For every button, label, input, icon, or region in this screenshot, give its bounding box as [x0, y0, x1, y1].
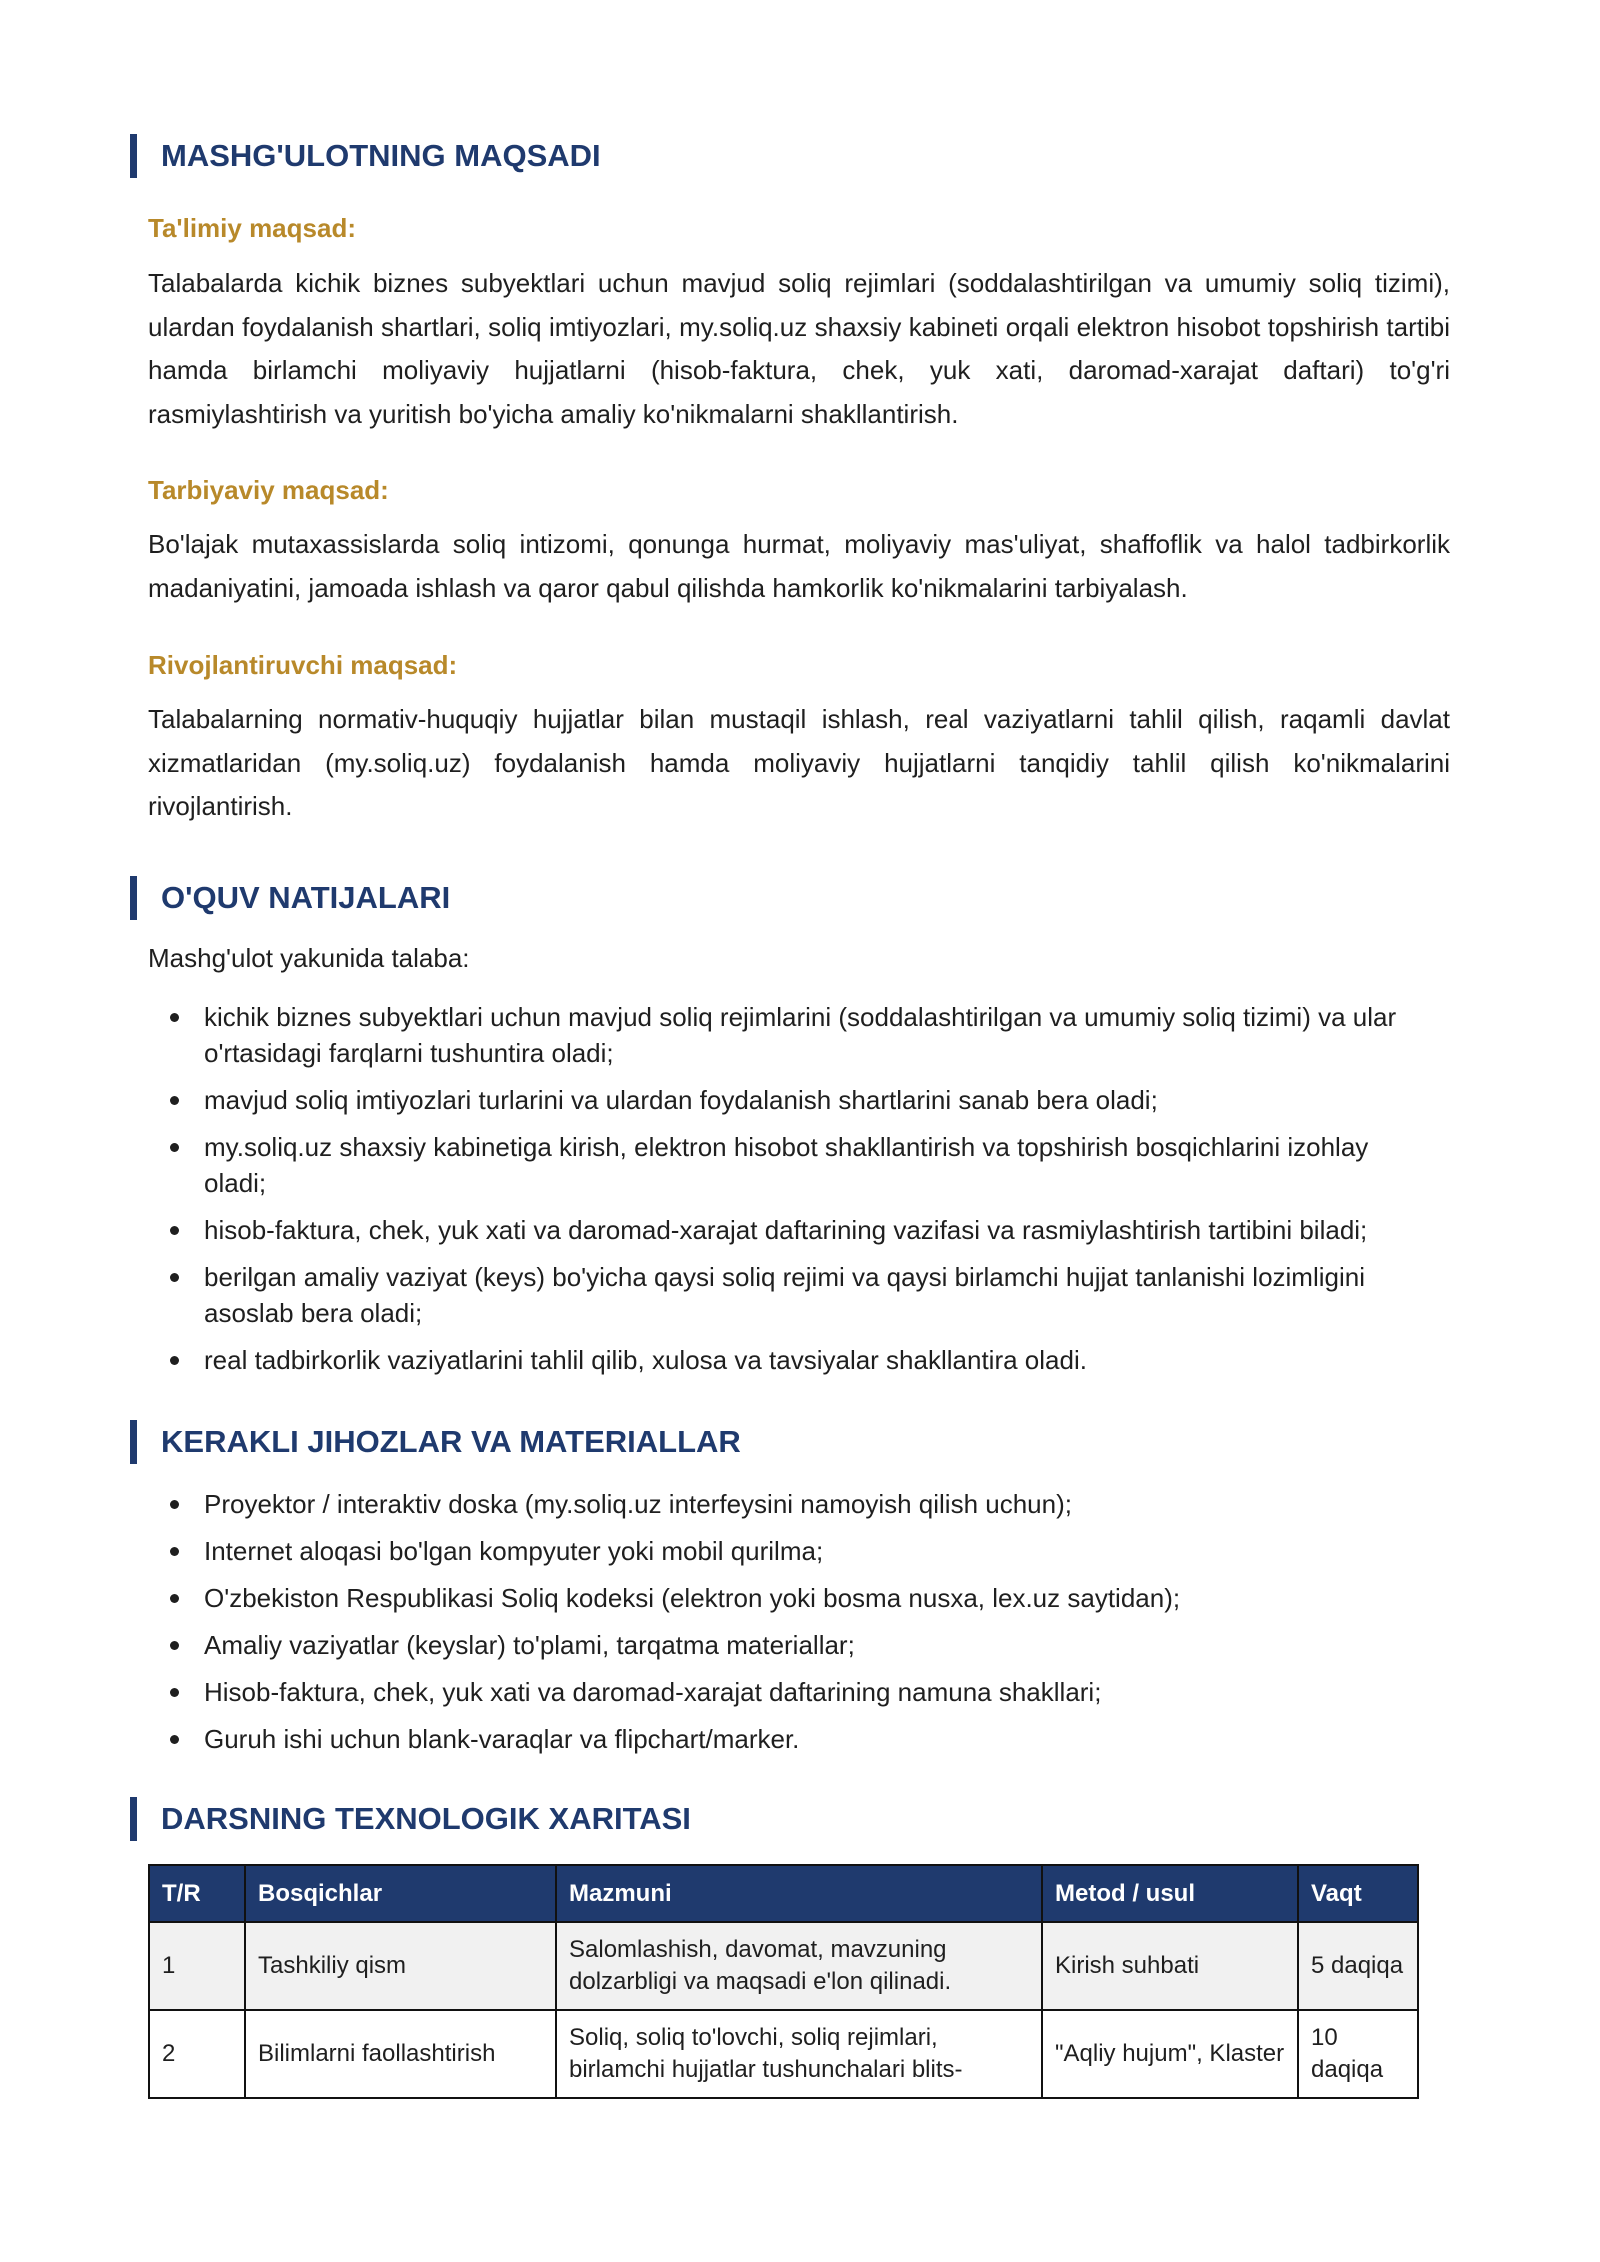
table-cell: Soliq, soliq to'lovchi, soliq rejimlari, birlamchi hujjatlar tushunchalari blits- [556, 2010, 1042, 2098]
list-item: mavjud soliq imtiyozlari turlarini va ulardan foydalanish shartlarini sanab bera oladi; [148, 1082, 1428, 1118]
section-heading-materials: KERAKLI JIHOZLAR VA MATERIALLAR [130, 1420, 741, 1464]
bullet-icon [170, 1143, 179, 1152]
column-header: Bosqichlar [245, 1865, 556, 1922]
table-row [149, 1922, 1418, 2010]
developmental-goal-label: Rivojlantiruvchi maqsad: [148, 650, 458, 680]
list-item: hisob-faktura, chek, yuk xati va daromad-xarajat daftarining vazifasi va rasmiylashtirish tartibini biladi; [148, 1212, 1428, 1248]
section-heading-techmap: DARSNING TEXNOLOGIK XARITASI [130, 1797, 691, 1841]
column-header: T/R [149, 1865, 245, 1922]
table-cell: 10 daqiqa [1298, 2010, 1418, 2098]
table-cell: Bilimlarni faollashtirish [245, 2010, 556, 2098]
table-cell: Tashkiliy qism [245, 1922, 556, 2010]
materials-list [148, 1486, 1428, 1768]
section-heading-goal: MASHG'ULOTNING MAQSADI [130, 134, 601, 178]
table-cell: 1 [149, 1922, 245, 2010]
table-cell: 2 [149, 2010, 245, 2098]
technology-map-table [148, 1864, 1419, 2099]
educational-goal-text: Talabalarda kichik biznes subyektlari uchun mavjud soliq rejimlari (soddalashtirilgan va umumiy soliq tizimi), ulardan foydalanish shartlari, soliq imtiyozlari, my.soliq.uz shaxsiy kabineti orqali elektron hisobot topshirish tartibi hamda birlamchi moliyaviy hujjatlarni (hisob-faktura, chek, yuk xati, daromad-xarajat daftari) to'g'ri rasmiylashtirish va yuritish bo'yicha amaliy ko'nikmalarni shakllantirish. [148, 268, 1450, 429]
bullet-icon [170, 1500, 179, 1509]
bullet-icon [170, 1096, 179, 1105]
bullet-icon [170, 1735, 179, 1744]
list-item: berilgan amaliy vaziyat (keys) bo'yicha qaysi soliq rejimi va qaysi birlamchi hujjat tanlanishi lozimligini asoslab bera oladi; [148, 1259, 1428, 1331]
table-row [149, 2010, 1418, 2098]
list-item: Internet aloqasi bo'lgan kompyuter yoki mobil qurilma; [148, 1533, 1428, 1569]
upbringing-goal-label: Tarbiyaviy maqsad: [148, 475, 389, 505]
table-cell: 5 daqiqa [1298, 1922, 1418, 2010]
list-item: Proyektor / interaktiv doska (my.soliq.uz interfeysini namoyish qilish uchun); [148, 1486, 1428, 1522]
bullet-icon [170, 1273, 179, 1282]
list-item: O'zbekiston Respublikasi Soliq kodeksi (elektron yoki bosma nusxa, lex.uz saytidan); [148, 1580, 1428, 1616]
table-cell: Salomlashish, davomat, mavzuning dolzarbligi va maqsadi e'lon qilinadi. [556, 1922, 1042, 2010]
list-item: Amaliy vaziyatlar (keyslar) to'plami, tarqatma materiallar; [148, 1627, 1428, 1663]
upbringing-goal-text: Bo'lajak mutaxassislarda soliq intizomi, qonunga hurmat, moliyaviy mas'uliyat, shaffoflik va halol tadbirkorlik madaniyatini, jamoada ishlash va qaror qabul qilishda hamkorlik ko'nikmalarini tarbiyalash. [148, 529, 1450, 603]
column-header: Vaqt [1298, 1865, 1418, 1922]
bullet-icon [170, 1688, 179, 1697]
table-cell: "Aqliy hujum", Klaster [1042, 2010, 1298, 2098]
column-header: Mazmuni [556, 1865, 1042, 1922]
bullet-icon [170, 1356, 179, 1365]
table-header-row [149, 1865, 1418, 1922]
bullet-icon [170, 1547, 179, 1556]
outcomes-list [148, 999, 1428, 1389]
educational-goal-label: Ta'limiy maqsad: [148, 213, 356, 243]
table-cell: Kirish suhbati [1042, 1922, 1298, 2010]
bullet-icon [170, 1226, 179, 1235]
bullet-icon [170, 1594, 179, 1603]
developmental-goal-text: Talabalarning normativ-huquqiy hujjatlar bilan mustaqil ishlash, real vaziyatlarni tahlil qilish, raqamli davlat xizmatlaridan (my.soliq.uz) foydalanish hamda moliyaviy hujjatlarni tanqidiy tahlil qilish ko'nikmalarini rivojlantirish. [148, 704, 1450, 821]
list-item: kichik biznes subyektlari uchun mavjud soliq rejimlarini (soddalashtirilgan va umumiy soliq tizimi) va ular o'rtasidagi farqlarni tushuntira oladi; [148, 999, 1428, 1071]
section-heading-outcomes: O'QUV NATIJALARI [130, 876, 450, 920]
list-item: Hisob-faktura, chek, yuk xati va daromad-xarajat daftarining namuna shakllari; [148, 1674, 1428, 1710]
list-item: my.soliq.uz shaxsiy kabinetiga kirish, elektron hisobot shakllantirish va topshirish bosqichlarini izohlay oladi; [148, 1129, 1428, 1201]
column-header: Metod / usul [1042, 1865, 1298, 1922]
bullet-icon [170, 1641, 179, 1650]
list-item: real tadbirkorlik vaziyatlarini tahlil qilib, xulosa va tavsiyalar shakllantira oladi. [148, 1342, 1428, 1378]
bullet-icon [170, 1013, 179, 1022]
outcomes-intro: Mashg'ulot yakunida talaba: [148, 943, 470, 973]
list-item: Guruh ishi uchun blank-varaqlar va flipchart/marker. [148, 1721, 1428, 1757]
